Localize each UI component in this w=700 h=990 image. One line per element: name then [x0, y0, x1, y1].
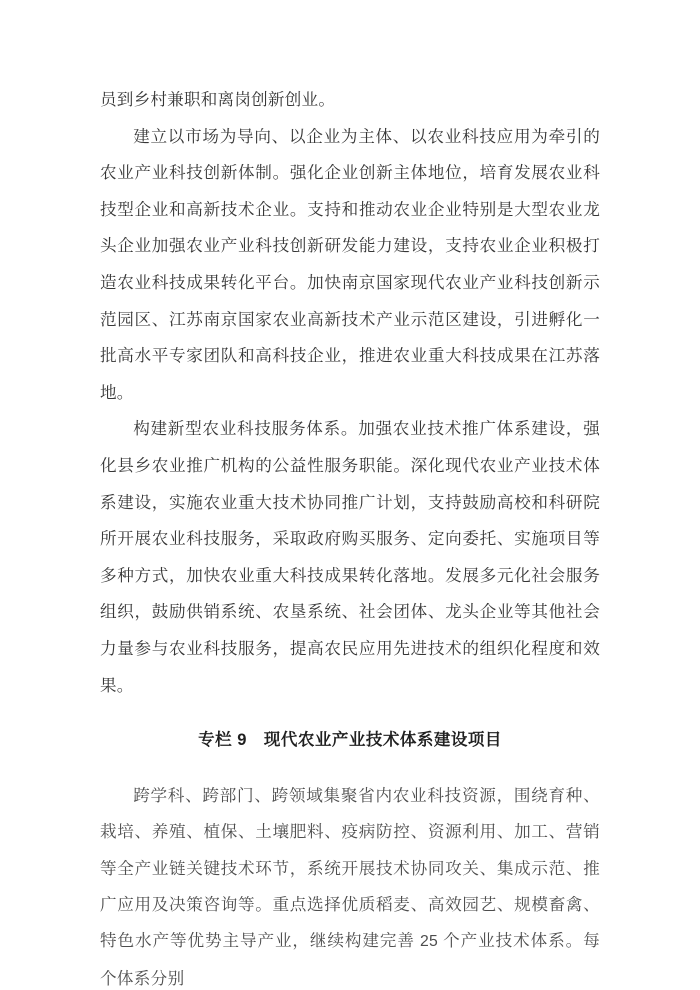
- box-heading: 专栏 9 现代农业产业技术体系建设项目: [198, 731, 502, 750]
- body-paragraph-innovation-system: 建立以市场为导向、以企业为主体、以农业科技应用为牵引的农业产业科技创新体制。强化企业创新主体地位，培育发展农业科技型企业和高新技术企业。支持和推动农业企业特别是大型农业龙头企业加强农业产业科技创新研发能力建设，支持农业企业积极打造农业科技成果转化平台。加快南京国家现代农业产业科技创新示范园区、江苏南京国家农业高新技术产业示范区建设，引进孵化一批高水平专家团队和高科技企业，推进农业重大科技成果在江苏落地。: [100, 126, 600, 402]
- box-paragraph: [100, 778, 600, 990]
- box-paragraph-text-before: 跨学科、跨部门、跨领域集聚省内农业科技资源，围绕育种、栽培、养殖、植保、土壤肥料、疫病防控、资源利用、加工、营销等全产业链关键技术环节，系统开展技术协同攻关、集成示范、推广应用及决策咨询等。重点选择优质稻麦、高效园艺、规模畜禽、特色水产等优势主导产业，继续构建完善: [100, 786, 600, 951]
- body-paragraph-continuation: 员到乡村兼职和离岗创新创业。: [100, 90, 336, 109]
- box-paragraph-text-after: 个产业技术体系。每个体系分别: [100, 931, 600, 988]
- body-paragraph-service-system: 构建新型农业科技服务体系。加强农业技术推广体系建设，强化县乡农业推广机构的公益性服务职能。深化现代农业产业技术体系建设，实施农业重大技术协同推广计划，支持鼓励高校和科研院所开展农业科技服务，采取政府购买服务、定向委托、实施项目等多种方式，加快农业重大科技成果转化落地。发展多元化社会服务组织，鼓励供销系统、农垦系统、社会团体、龙头企业等其他社会力量参与农业科技服务，提高农民应用先进技术的组织化程度和效果。: [100, 419, 600, 695]
- box-paragraph-number: 25: [419, 933, 439, 951]
